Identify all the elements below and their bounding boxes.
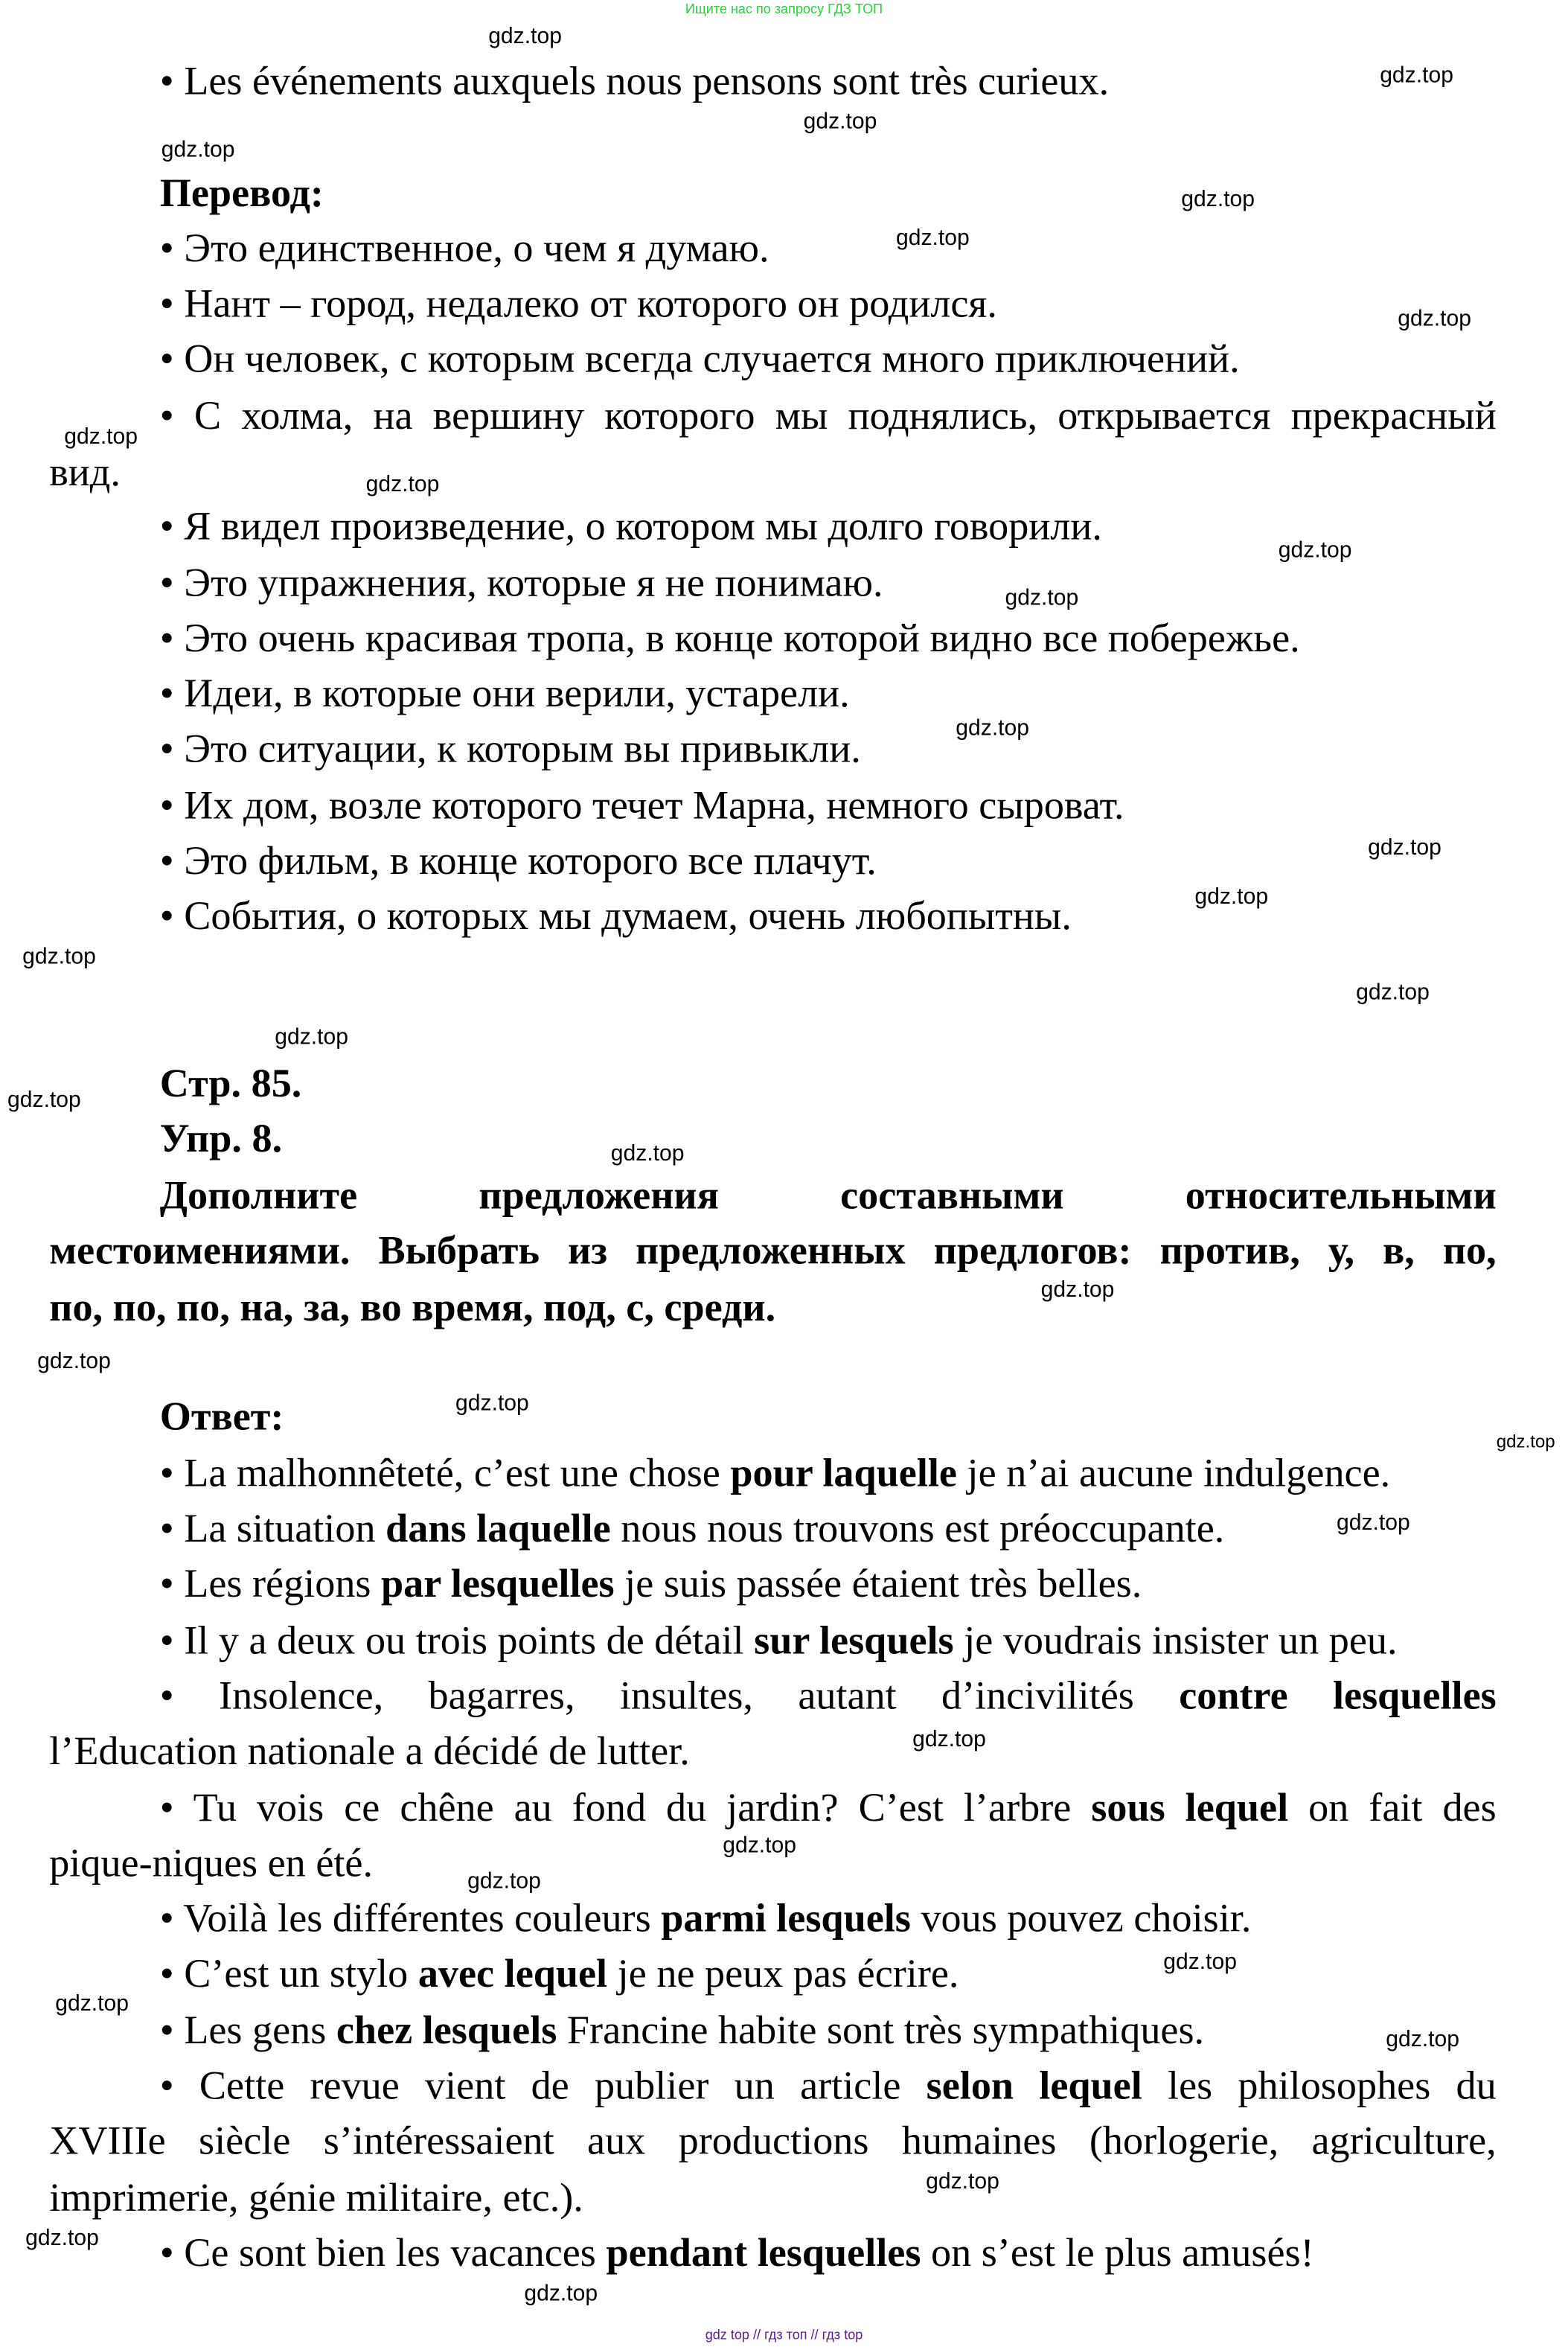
answer-line: XVIIIe siècle s’intéressaient aux productions humaines (horlogerie, agriculture, [49,2118,1497,2163]
watermark: gdz.top [467,1868,541,1894]
answer-line [160,2005,1204,2055]
answer-text: vous pouvez choisir. [910,1895,1252,1941]
watermark: gdz.top [488,24,562,50]
answer-line [160,1948,959,1999]
watermark: gdz.top [956,715,1030,741]
watermark: gdz.top [524,2281,598,2307]
answer-text: • Tu vois ce chêne au fond du jardin? C’est l’arbre [159,1785,1092,1830]
footer-banner[interactable]: gdz top // гдз топ // гдз top [705,2327,863,2343]
watermark: gdz.top [912,1726,986,1752]
answer-text: je ne peux pas écrire. [607,1950,959,1996]
answer-pronoun: contre lesquelles [1179,1673,1497,1718]
exercise-number: Упр. 8. [159,1116,283,1161]
watermark: gdz.top [1368,834,1441,860]
answer-line [160,1558,1142,1609]
watermark: gdz.top [365,472,440,498]
translation-line: • События, о которых мы думаем, очень любопытны. [159,893,1072,939]
task-line: местоимениями. Выбрать из предложенных предлогов: против, у, в, по, [49,1227,1497,1273]
answer-pronoun: dans laquelle [385,1505,611,1551]
translation-heading: Перевод: [159,170,324,215]
translation-line: вид. [49,450,121,495]
answer-line [160,1782,1497,1833]
translation-line: • С холма, на вершину которого мы поднялись, открывается прекрасный [159,392,1497,438]
task-line: Дополните предложения составными относительными [159,1172,1497,1218]
watermark: gdz.top [22,944,96,970]
answer-text: je voudrais insister un peu. [953,1618,1398,1663]
answer-text: • Les régions [159,1561,382,1606]
answer-pronoun: sur lesquels [754,1618,954,1663]
watermark: gdz.top [1194,884,1269,910]
answer-text: • Insolence, bagarres, insultes, autant d’incivilités [159,1673,1180,1718]
answer-text: • La malhonnêteté, c’est une chose [159,1450,731,1495]
watermark: gdz.top [1040,1277,1115,1303]
watermark: gdz.top [803,109,877,135]
watermark: gdz.top [275,1024,349,1050]
translation-line: • Это фильм, в конце которого все плачут. [159,837,877,883]
answer-text: nous nous trouvons est préoccupante. [610,1505,1225,1551]
answer-pronoun: chez lesquels [336,2008,557,2053]
answer-text: • Cette revue vient de publier un article [159,2063,927,2108]
answer-pronoun: avec lequel [417,1950,608,1996]
translation-line: • Это единственное, о чем я думаю. [159,226,769,271]
answer-pronoun: parmi lesquels [661,1895,911,1941]
watermark: gdz.top [1386,2027,1459,2053]
answer-line [160,1670,1497,1720]
task-line: по, по, по, на, за, во время, под, с, среди. [49,1284,776,1329]
answer-text: • Voilà les différentes couleurs [159,1895,662,1941]
translation-line: • Это ситуации, к которым вы привыкли. [159,726,861,771]
answer-text: • La situation [159,1505,386,1551]
translation-line: • Их дом, возле которого течет Марна, немного сыроват. [159,782,1124,828]
answer-text: on fait des [1288,1785,1497,1830]
watermark: gdz.top [64,424,138,450]
answer-line: l’Education nationale a décidé de lutter. [49,1728,690,1773]
watermark: gdz.top [1278,537,1352,563]
answer-text: je n’ai aucune indulgence. [957,1450,1391,1495]
answer-line [160,2227,1314,2278]
translation-line: • Это очень красивая тропа, в конце которой видно все побережье. [159,615,1300,660]
french-sentence: • Les événements auxquels nous pensons sont très curieux. [159,58,1110,103]
watermark: gdz.top [37,1349,111,1375]
watermark: gdz.top [1398,306,1472,332]
answer-pronoun: par lesquelles [381,1561,615,1606]
answer-line [160,1892,1252,1943]
header-banner[interactable]: Ищите нас по запросу ГДЗ ТОП [685,1,883,17]
watermark: gdz.top [896,226,970,252]
answer-text: Francine habite sont très sympathiques. [557,2008,1205,2053]
watermark: gdz.top [926,2168,999,2194]
watermark: gdz.top [1496,1431,1555,1452]
translation-line: • Идеи, в которые они верили, устарели. [159,671,850,716]
answer-line [160,1447,1390,1498]
watermark: gdz.top [1005,585,1079,611]
answer-text: • C’est un stylo [159,1950,418,1996]
answer-text: • Ce sont bien les vacances [159,2230,607,2276]
answer-line [160,1503,1225,1554]
watermark: gdz.top [610,1141,685,1167]
translation-line: • Он человек, с которым всегда случается много приключений. [159,336,1240,381]
answer-line [160,2060,1497,2110]
watermark: gdz.top [1336,1510,1410,1536]
answer-pronoun: pendant lesquelles [606,2230,921,2276]
answer-line [160,1615,1398,1665]
watermark: gdz.top [1380,63,1453,89]
watermark: gdz.top [1356,980,1430,1006]
watermark: gdz.top [55,1990,129,2017]
answer-text: • Il y a deux ou trois points de détail [159,1618,755,1663]
watermark: gdz.top [723,1833,797,1859]
answer-text: • Les gens [159,2008,336,2053]
answer-pronoun: selon lequel [926,2063,1142,2108]
translation-line: • Это упражнения, которые я не понимаю. [159,560,883,605]
watermark: gdz.top [161,137,235,163]
watermark: gdz.top [1181,186,1255,212]
page-number: Стр. 85. [159,1060,302,1105]
answer-line: pique-niques en été. [49,1840,374,1885]
answer-text: on s’est le plus amusés! [921,2230,1314,2276]
translation-line: • Нант – город, недалеко от которого он родился. [159,281,997,326]
answer-line: imprimerie, génie militaire, etc.). [49,2174,583,2220]
translation-line: • Я видел произведение, о котором мы долго говорили. [159,503,1102,549]
watermark: gdz.top [1163,1949,1237,1975]
answer-text: les philosophes du [1142,2063,1497,2108]
answer-pronoun: sous lequel [1091,1785,1289,1830]
watermark: gdz.top [25,2225,99,2252]
answer-pronoun: pour laquelle [730,1450,958,1495]
answer-text: je suis passée étaient très belles. [614,1561,1142,1606]
watermark: gdz.top [455,1390,529,1417]
watermark: gdz.top [7,1087,81,1113]
answer-heading: Ответ: [159,1393,284,1439]
